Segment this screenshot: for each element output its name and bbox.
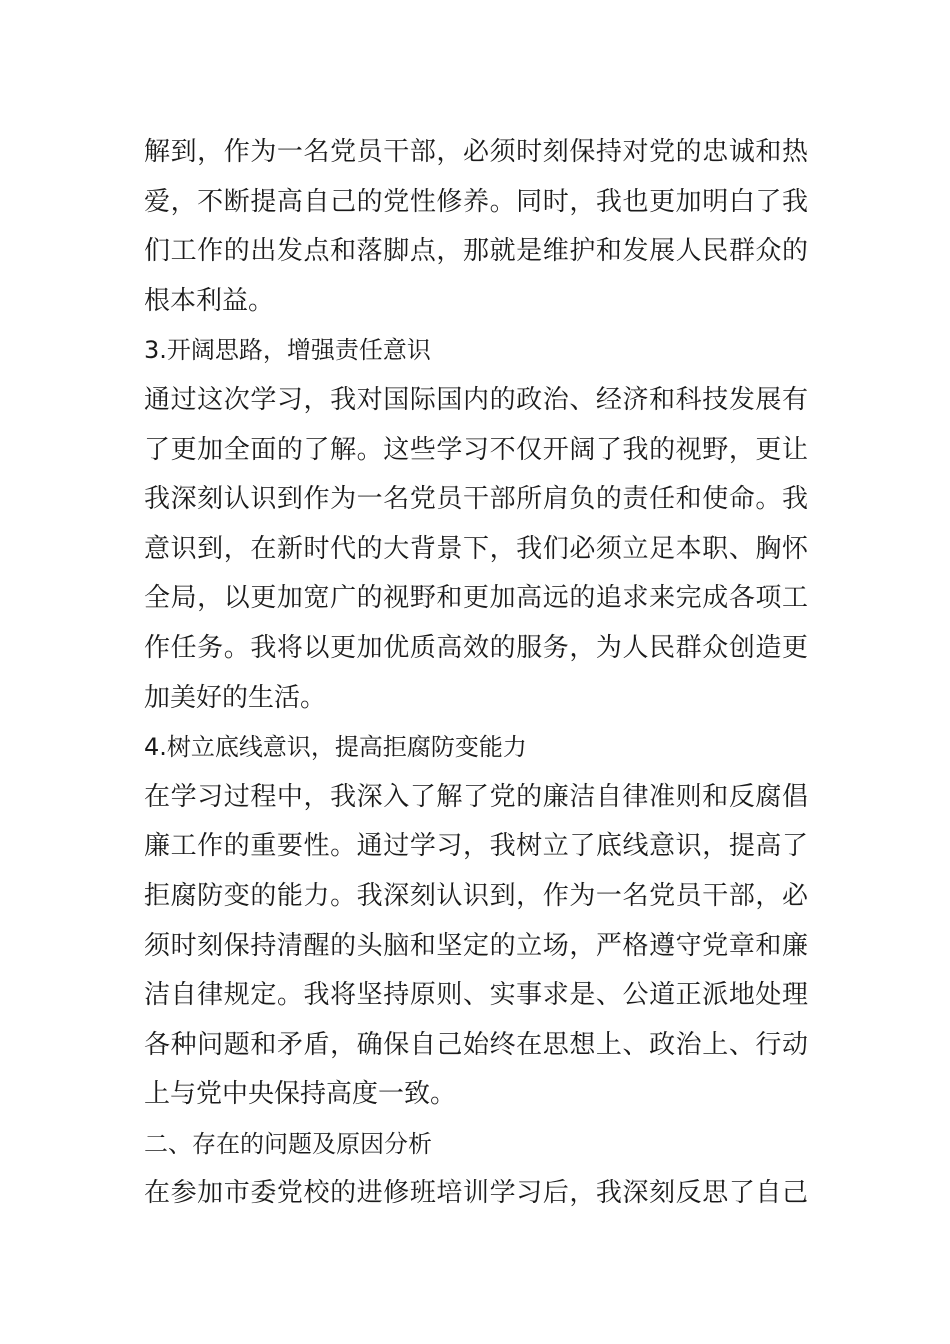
text-line: 在学习过程中，我深入了解了党的廉洁自律准则和反腐倡: [144, 781, 808, 812]
text-line: 拒腐防变的能力。我深刻认识到，作为一名党员干部，必: [144, 880, 808, 911]
text-line: 作任务。我将以更加优质高效的服务，为人民群众创造更: [144, 632, 808, 663]
text-line: 在参加市委党校的进修班培训学习后，我深刻反思了自己: [144, 1178, 808, 1209]
section-heading: 3.开阔思路，增强责任意识: [144, 336, 431, 365]
text-line: 加美好的生活。: [144, 682, 327, 713]
document-body: [144, 128, 808, 1219]
text-line: 了更加全面的了解。这些学习不仅开阔了我的视野，更让: [144, 434, 808, 465]
text-line: 上与党中央保持高度一致。: [144, 1079, 457, 1110]
text-line: 我深刻认识到作为一名党员干部所肩负的责任和使命。我: [144, 484, 808, 515]
text-line: 廉工作的重要性。通过学习，我树立了底线意识，提高了: [144, 831, 808, 862]
text-line: 爱，不断提高自己的党性修养。同时，我也更加明白了我: [144, 186, 808, 217]
text-line: 通过这次学习，我对国际国内的政治、经济和科技发展有: [144, 384, 808, 415]
text-line: 意识到，在新时代的大背景下，我们必须立足本职、胸怀: [144, 533, 808, 564]
text-line: 们工作的出发点和落脚点，那就是维护和发展人民群众的: [144, 236, 808, 267]
section-heading: 二、存在的问题及原因分析: [144, 1129, 432, 1158]
text-line: 各种问题和矛盾，确保自己始终在思想上、政治上、行动: [144, 1029, 808, 1060]
text-line: 全局，以更加宽广的视野和更加高远的追求来完成各项工: [144, 583, 808, 614]
text-line: 解到，作为一名党员干部，必须时刻保持对党的忠诚和热: [144, 137, 808, 167]
text-line: 根本利益。: [144, 285, 275, 316]
section-heading: 4.树立底线意识，提高拒腐防变能力: [144, 733, 527, 762]
text-line: 洁自律规定。我将坚持原则、实事求是、公道正派地处理: [144, 980, 808, 1011]
text-line: 须时刻保持清醒的头脑和坚定的立场，严格遵守党章和廉: [144, 930, 808, 961]
